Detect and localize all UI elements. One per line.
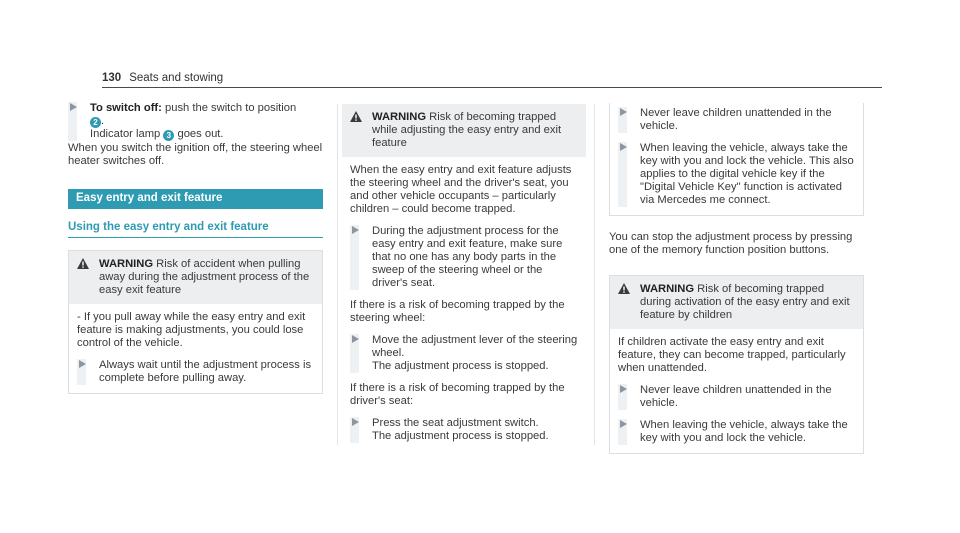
warning-body [342, 157, 586, 451]
indicator-text: Indicator lamp [90, 128, 164, 140]
column-2 [342, 104, 586, 451]
bullet-text: Never leave children unattended in the vehicle. [640, 107, 832, 132]
ignition-paragraph: When you switch the ignition off, the steering wheel heater switches off. [68, 142, 323, 167]
warning-continuation-box [609, 103, 864, 216]
warning-body [69, 304, 322, 393]
warning-bullet [350, 334, 578, 373]
bullet-text: During the adjustment process for the easy entry and exit feature, make sure that no one has any body parts in the sweep of the steering wheel or the driver's seat. [372, 225, 563, 289]
warning-text: When the easy entry and exit feature adjusts the steering wheel and the driver's seat, you and other vehicle occupants – particularly children – could become trapped. [350, 164, 572, 215]
warning-bullet [618, 419, 855, 445]
step-lead: To switch off: [90, 102, 162, 114]
arrow-right-icon [620, 108, 627, 116]
step-text-end: . [101, 115, 105, 127]
indicator-text-end: goes out. [174, 128, 224, 140]
bullet-bar [350, 334, 359, 373]
column-1 [68, 102, 323, 394]
bullet-result: The adjustment process is stopped. [372, 360, 549, 372]
column-separator [594, 104, 595, 445]
warning-bullet [618, 107, 855, 133]
arrow-right-icon [79, 360, 86, 368]
warning-text: If children activate the easy entry and exit feature, they can become trapped, particularly when unattended. [618, 336, 846, 374]
bullet-bar [350, 417, 359, 443]
bullet-text: Press the seat adjustment switch. [372, 417, 539, 429]
bullet-text: When leaving the vehicle, always take the key with you and lock the vehicle. [640, 419, 848, 444]
warning-bullet [618, 142, 855, 207]
warning-label: WARNING [640, 283, 695, 295]
arrow-right-icon [352, 335, 359, 343]
step-text: push the switch to position [161, 102, 297, 114]
position-number-3: 3 [163, 130, 174, 141]
bullet-result: The adjustment process is stopped. [372, 430, 549, 442]
bullet-text: Move the adjustment lever of the steering wheel. [372, 334, 578, 359]
bullet-bar [618, 384, 627, 410]
warning-label: WARNING [372, 111, 427, 123]
warning-triangle-icon [350, 111, 362, 122]
warning-title: Risk of accident when pulling away during the adjustment process of the easy exit feature [99, 258, 310, 296]
warning-body [610, 103, 863, 215]
warning-box-children [609, 275, 864, 454]
arrow-right-icon [352, 418, 359, 426]
bullet-bar [618, 419, 627, 445]
warning-header [342, 104, 586, 157]
position-number-2: 2 [90, 117, 101, 128]
bullet-bar [350, 225, 359, 290]
warning-text: If there is a risk of becoming trapped by the steering wheel: [350, 299, 565, 324]
warning-title: Risk of becoming trapped while adjusting the easy entry and exit feature [372, 111, 562, 149]
page-number: 130 [102, 72, 122, 84]
bullet-text: Always wait until the adjustment process is complete before pulling away. [99, 359, 312, 384]
warning-title: Risk of becoming trapped during activation of the easy entry and exit feature by children [640, 283, 850, 321]
warning-header [69, 251, 322, 304]
warning-triangle-icon [77, 258, 89, 269]
stop-paragraph: You can stop the adjustment process by pressing one of the memory function position buttons. [609, 231, 853, 256]
warning-box-trapped [342, 104, 586, 451]
warning-text: - If you pull away while the easy entry and exit feature is making adjustments, you could lose control of the vehicle. [77, 311, 306, 349]
warning-label: WARNING [99, 258, 154, 270]
warning-bullet [618, 384, 855, 410]
warning-body [610, 329, 863, 453]
header-rule [102, 87, 882, 88]
bullet-bar [77, 359, 86, 385]
arrow-right-icon [352, 226, 359, 234]
arrow-right-icon [620, 420, 627, 428]
warning-bullet [77, 359, 314, 385]
bullet-text: Never leave children unattended in the vehicle. [640, 384, 832, 409]
column-separator [337, 104, 338, 445]
bullet-bar [618, 142, 627, 207]
step-switch-off [68, 102, 323, 141]
bullet-text: When leaving the vehicle, always take the key with you and lock the vehicle. This also applies to the digital vehicle key if the "Digital Vehicle Key" function is activated via Mercedes me connect. [640, 142, 854, 206]
warning-bullet [350, 225, 578, 290]
page-header [102, 72, 223, 85]
subheading: Using the easy entry and exit feature [68, 221, 323, 238]
step-bar [68, 102, 77, 141]
warning-header [610, 276, 863, 329]
arrow-right-icon [620, 143, 627, 151]
column-3 [609, 103, 864, 454]
warning-bullet [350, 417, 578, 443]
section-title: Easy entry and exit feature [68, 189, 323, 209]
bullet-bar [618, 107, 627, 133]
warning-box-accident [68, 250, 323, 394]
warning-text: If there is a risk of becoming trapped by the driver's seat: [350, 382, 565, 407]
arrow-right-icon [70, 103, 77, 111]
page-title: Seats and stowing [129, 72, 224, 84]
warning-triangle-icon [618, 283, 630, 294]
arrow-right-icon [620, 385, 627, 393]
